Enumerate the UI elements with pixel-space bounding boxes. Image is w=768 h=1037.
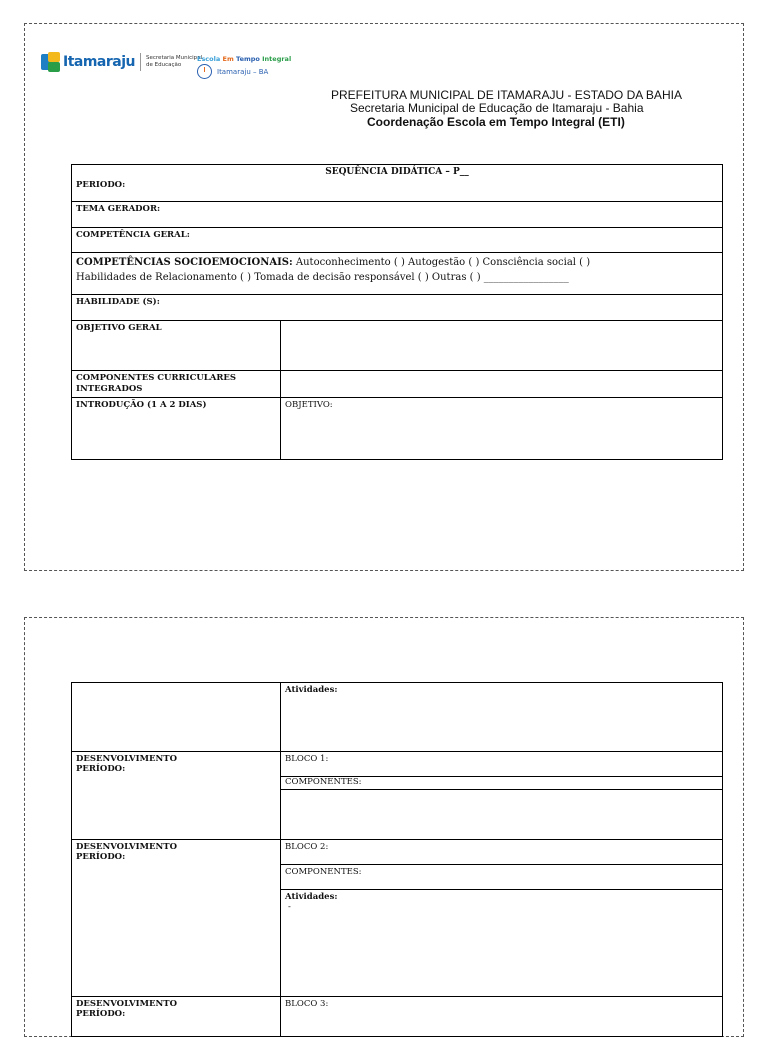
document-page-2	[24, 617, 744, 1037]
periodo-label: PERÍODO:	[76, 764, 126, 774]
periodo-label: PERÍODO:	[76, 1009, 126, 1019]
itamaraju-logo	[41, 52, 202, 72]
eti-logo	[197, 55, 291, 79]
objetivo-geral-label: OBJETIVO GERAL	[76, 323, 162, 333]
itamaraju-emblem-icon	[41, 52, 61, 72]
componentes-value-cell[interactable]	[281, 371, 723, 398]
desenvolvimento-label: DESENVOLVIMENTO	[76, 999, 178, 1009]
objetivo-label: OBJETIVO:	[285, 400, 333, 410]
habilidade-label: HABILIDADE (S):	[76, 297, 160, 307]
objetivo-geral-value-cell[interactable]	[281, 321, 723, 371]
componentes-label: COMPONENTES:	[285, 867, 362, 877]
header-coordenacao: Coordenação Escola em Tempo Integral (ETI)	[367, 115, 625, 129]
competencia-geral-label: COMPETÊNCIA GERAL:	[76, 230, 190, 240]
bloco-3-cell[interactable]	[281, 997, 723, 1037]
desenvolvimento-1-cell	[72, 752, 281, 840]
componentes-1-cell[interactable]	[281, 777, 723, 790]
atividades-label: Atividades:	[285, 892, 338, 902]
title-periodo-cell	[72, 165, 723, 202]
desenvolvimento-form	[71, 682, 723, 1037]
eti-logo-title: Escola Em Tempo Integral	[197, 55, 292, 63]
header-prefeitura: PREFEITURA MUNICIPAL DE ITAMARAJU - ESTADO DA BAHIA	[331, 88, 682, 102]
clock-icon	[197, 64, 212, 79]
competencias-socioemocionais-cell[interactable]	[72, 253, 723, 295]
logo-secretaria: Secretaria Municipal de Educação	[146, 55, 203, 68]
introducao-label-cell	[72, 398, 281, 460]
componentes-label-cell	[72, 371, 281, 398]
socioemocionais-options-1: Autoconhecimento ( ) Autogestão ( ) Consciência social ( )	[292, 257, 591, 268]
desenvolvimento-label: DESENVOLVIMENTO	[76, 842, 178, 852]
atividades-dash: -	[288, 902, 291, 912]
bloco-1-body-cell[interactable]	[281, 790, 723, 840]
tema-gerador-cell[interactable]	[72, 202, 723, 228]
sequencia-didatica-form	[71, 164, 723, 460]
bloco-2-cell[interactable]	[281, 840, 723, 865]
form-title: SEQUÊNCIA DIDÁTICA – P__	[325, 167, 469, 177]
componentes-curriculares-label: COMPONENTES CURRICULARES INTEGRADOS	[76, 373, 237, 394]
habilidade-cell[interactable]	[72, 295, 723, 321]
introducao-label: INTRODUÇÃO (1 A 2 DIAS)	[76, 400, 207, 410]
atividades-cell-2[interactable]	[281, 890, 723, 997]
bloco-1-label: BLOCO 1:	[285, 754, 329, 764]
periodo-label: PERIODO:	[76, 180, 126, 190]
eti-logo-subtitle: Itamaraju – BA	[217, 67, 269, 76]
objetivo-geral-label-cell	[72, 321, 281, 371]
bloco-1-cell[interactable]	[281, 752, 723, 777]
atividades-label: Atividades:	[285, 685, 338, 695]
document-page-1	[24, 23, 744, 571]
componentes-label: COMPONENTES:	[285, 777, 362, 787]
componentes-2-cell[interactable]	[281, 865, 723, 890]
tema-gerador-label: TEMA GERADOR:	[76, 204, 161, 214]
logo-wordmark: Itamaraju	[63, 54, 136, 70]
desenvolvimento-2-cell	[72, 840, 281, 997]
atividades-label-cell	[72, 683, 281, 752]
atividades-cell-1[interactable]	[281, 683, 723, 752]
header-secretaria: Secretaria Municipal de Educação de Itamaraju - Bahia	[350, 101, 644, 115]
objetivo-value-cell[interactable]	[281, 398, 723, 460]
logo-divider	[140, 53, 141, 71]
socioemocionais-options-2: Habilidades de Relacionamento ( ) Tomada de decisão responsável ( ) Outras ( ) _________________	[76, 272, 569, 283]
socioemocionais-label: COMPETÊNCIAS SOCIOEMOCIONAIS:	[76, 257, 293, 268]
bloco-2-label: BLOCO 2:	[285, 842, 329, 852]
competencia-geral-cell[interactable]	[72, 228, 723, 253]
desenvolvimento-3-cell	[72, 997, 281, 1037]
desenvolvimento-label: DESENVOLVIMENTO	[76, 754, 178, 764]
bloco-3-label: BLOCO 3:	[285, 999, 329, 1009]
periodo-label: PERÍODO:	[76, 852, 126, 862]
